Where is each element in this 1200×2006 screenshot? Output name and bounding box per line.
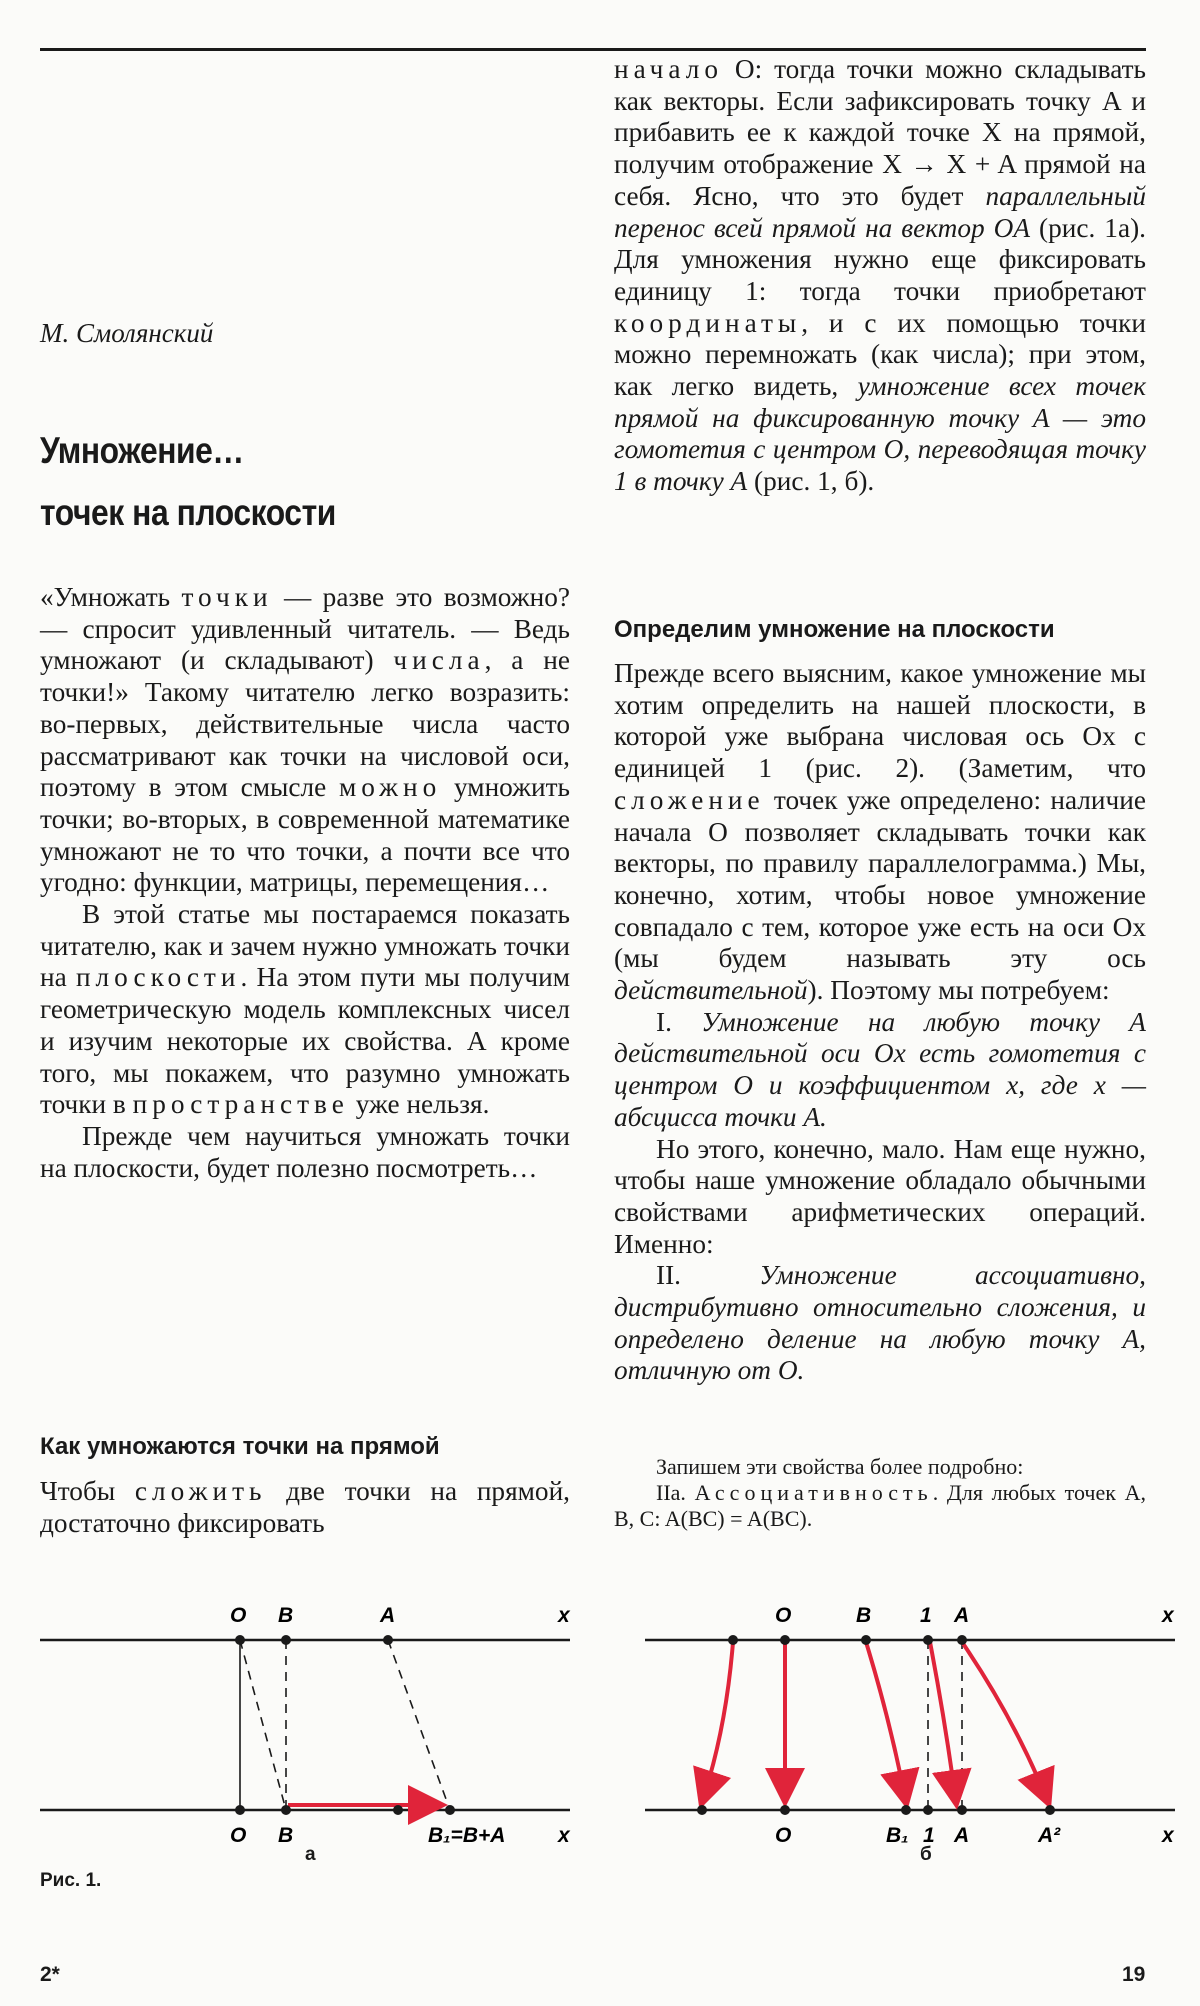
paragraph: II. Умножение ассоциативно, дистрибутивно относительно сложения, и определено деление на любую точку A, отличную от O. <box>614 1260 1146 1386</box>
label-B: B <box>856 1604 872 1627</box>
label-A-squared: A² <box>1038 1824 1061 1847</box>
point <box>728 1635 738 1645</box>
label-A: A <box>954 1604 970 1627</box>
left-column-tail <box>40 1476 570 1539</box>
point <box>901 1805 911 1815</box>
arrow <box>866 1642 906 1802</box>
label-B1: B₁ <box>886 1824 909 1847</box>
figure-caption: Рис. 1. <box>40 1870 102 1891</box>
point <box>445 1805 455 1815</box>
point <box>281 1805 291 1815</box>
point <box>923 1805 933 1815</box>
dashed-line <box>388 1640 450 1810</box>
label-B: B <box>278 1604 294 1627</box>
note-line: Запишем эти свойства более подробно: <box>656 1454 1024 1479</box>
left-column <box>40 582 570 1184</box>
label-1: 1 <box>923 1824 935 1847</box>
point <box>235 1635 245 1645</box>
point <box>281 1635 291 1645</box>
subfigure-label-a: а <box>305 1844 316 1865</box>
label-x: x <box>1162 1824 1174 1847</box>
title-line-1: Умножение… <box>40 430 244 471</box>
label-x: x <box>558 1604 570 1627</box>
paragraph: начало O: тогда точки можно складывать как векторы. Если зафиксировать точку A и прибавить ее к каждой точке X на прямой, получим отображение X → X + A прямой на себя. Ясно, что это будет параллельный перенос всей прямой на вектор OA (рис. 1а). Для умножения нужно еще фиксировать единицу 1: тогда точки приобретают координаты, и с их помощью точки можно перемножать (как числа); при этом, как легко видеть, умножение всех точек прямой на фиксированную точку A — это гомотетия с центром O, переводящая точку 1 в точку A (рис. 1, б). <box>614 54 1146 497</box>
figure-b <box>645 1604 1175 1847</box>
point <box>383 1635 393 1645</box>
point <box>235 1805 245 1815</box>
figure-a <box>40 1604 571 1847</box>
label-1: 1 <box>920 1604 932 1627</box>
point <box>861 1635 871 1645</box>
section-heading: Определим умножение на плоскости <box>614 616 1055 643</box>
point <box>1045 1805 1055 1815</box>
point <box>780 1805 790 1815</box>
page-number: 19 <box>1122 1963 1146 1986</box>
point <box>957 1805 967 1815</box>
point <box>780 1635 790 1645</box>
label-A: A <box>954 1824 970 1847</box>
label-x: x <box>1162 1604 1174 1627</box>
label-O: O <box>775 1824 792 1847</box>
paragraph: В этой статье мы постараемся показать читателю, как и зачем нужно умножать точки на плоскости. На этом пути мы получим геометрическую модель комплексных чисел и изучим некоторые их свойства. А кроме того, мы покажем, что разумно умножать точки в пространстве уже нельзя. <box>40 899 570 1120</box>
paragraph: Но этого, конечно, мало. Нам еще нужно, чтобы наше умножение обладало обычными свойствами арифметических операций. Именно: <box>614 1133 1146 1259</box>
article-title <box>40 420 496 544</box>
top-rule <box>40 48 1146 51</box>
point <box>923 1635 933 1645</box>
paragraph: Чтобы сложить две точки на прямой, достаточно фиксировать <box>40 1476 570 1538</box>
signature-mark: 2* <box>40 1963 60 1986</box>
note <box>614 1454 1146 1532</box>
label-B1-sum: B₁=B+A <box>428 1824 506 1847</box>
section-heading: Как умножаются точки на прямой <box>40 1433 440 1460</box>
point <box>957 1635 967 1645</box>
subfigure-label-b: б <box>920 1844 932 1865</box>
arrow <box>930 1642 956 1802</box>
figure-1 <box>30 1590 1174 1890</box>
point <box>697 1805 707 1815</box>
dashed-line <box>240 1640 286 1810</box>
point <box>393 1805 403 1815</box>
label-A: A <box>380 1604 396 1627</box>
title-line-2: точек на плоскости <box>40 492 336 533</box>
paragraph: I. Умножение на любую точку A действительной оси Ox есть гомотетия с центром O и коэффициентом x, где x — абсцисса точки A. <box>614 1006 1146 1132</box>
arrow <box>702 1642 733 1802</box>
right-column <box>614 54 1146 498</box>
label-x: x <box>558 1824 570 1847</box>
right-column-2 <box>614 658 1146 1387</box>
label-B: B <box>278 1824 294 1847</box>
paragraph: Прежде всего выясним, какое умножение мы хотим определить на нашей плоскости, в которой уже выбрана числовая ось Ox с единицей 1 (рис. 2). (Заметим, что сложение точек уже определено: наличие начала O позволяет складывать точки как векторы, по правилу параллелограмма.) Мы, конечно, хотим, чтобы новое умножение совпадало с тем, которое уже есть на оси Ox (мы будем называть эту ось действительной). Поэтому мы потребуем: <box>614 658 1146 1006</box>
paragraph: «Умножать точки — разве это возможно? — спросит удивленный читатель. — Ведь умножают (и складывают) числа, а не точки!» Такому читателю легко возразить: во-первых, действительные числа часто рассматривают как точки на числовой оси, поэтому в этом смысле можно умножить точки; во-вторых, в современной математике умножают не то что точки, а почти все что угодно: функции, матрицы, перемещения… <box>40 582 570 898</box>
label-O: O <box>230 1824 247 1847</box>
paragraph: Прежде чем научиться умножать точки на плоскости, будет полезно посмотреть… <box>40 1120 570 1183</box>
note-line: IIа. Ассоциативность. Для любых точек A, B, C: A(BC) = A(BC). <box>614 1480 1146 1531</box>
label-O: O <box>775 1604 792 1627</box>
arrow <box>962 1642 1048 1802</box>
label-O: O <box>230 1604 247 1627</box>
author: М. Смолянский <box>40 318 214 348</box>
